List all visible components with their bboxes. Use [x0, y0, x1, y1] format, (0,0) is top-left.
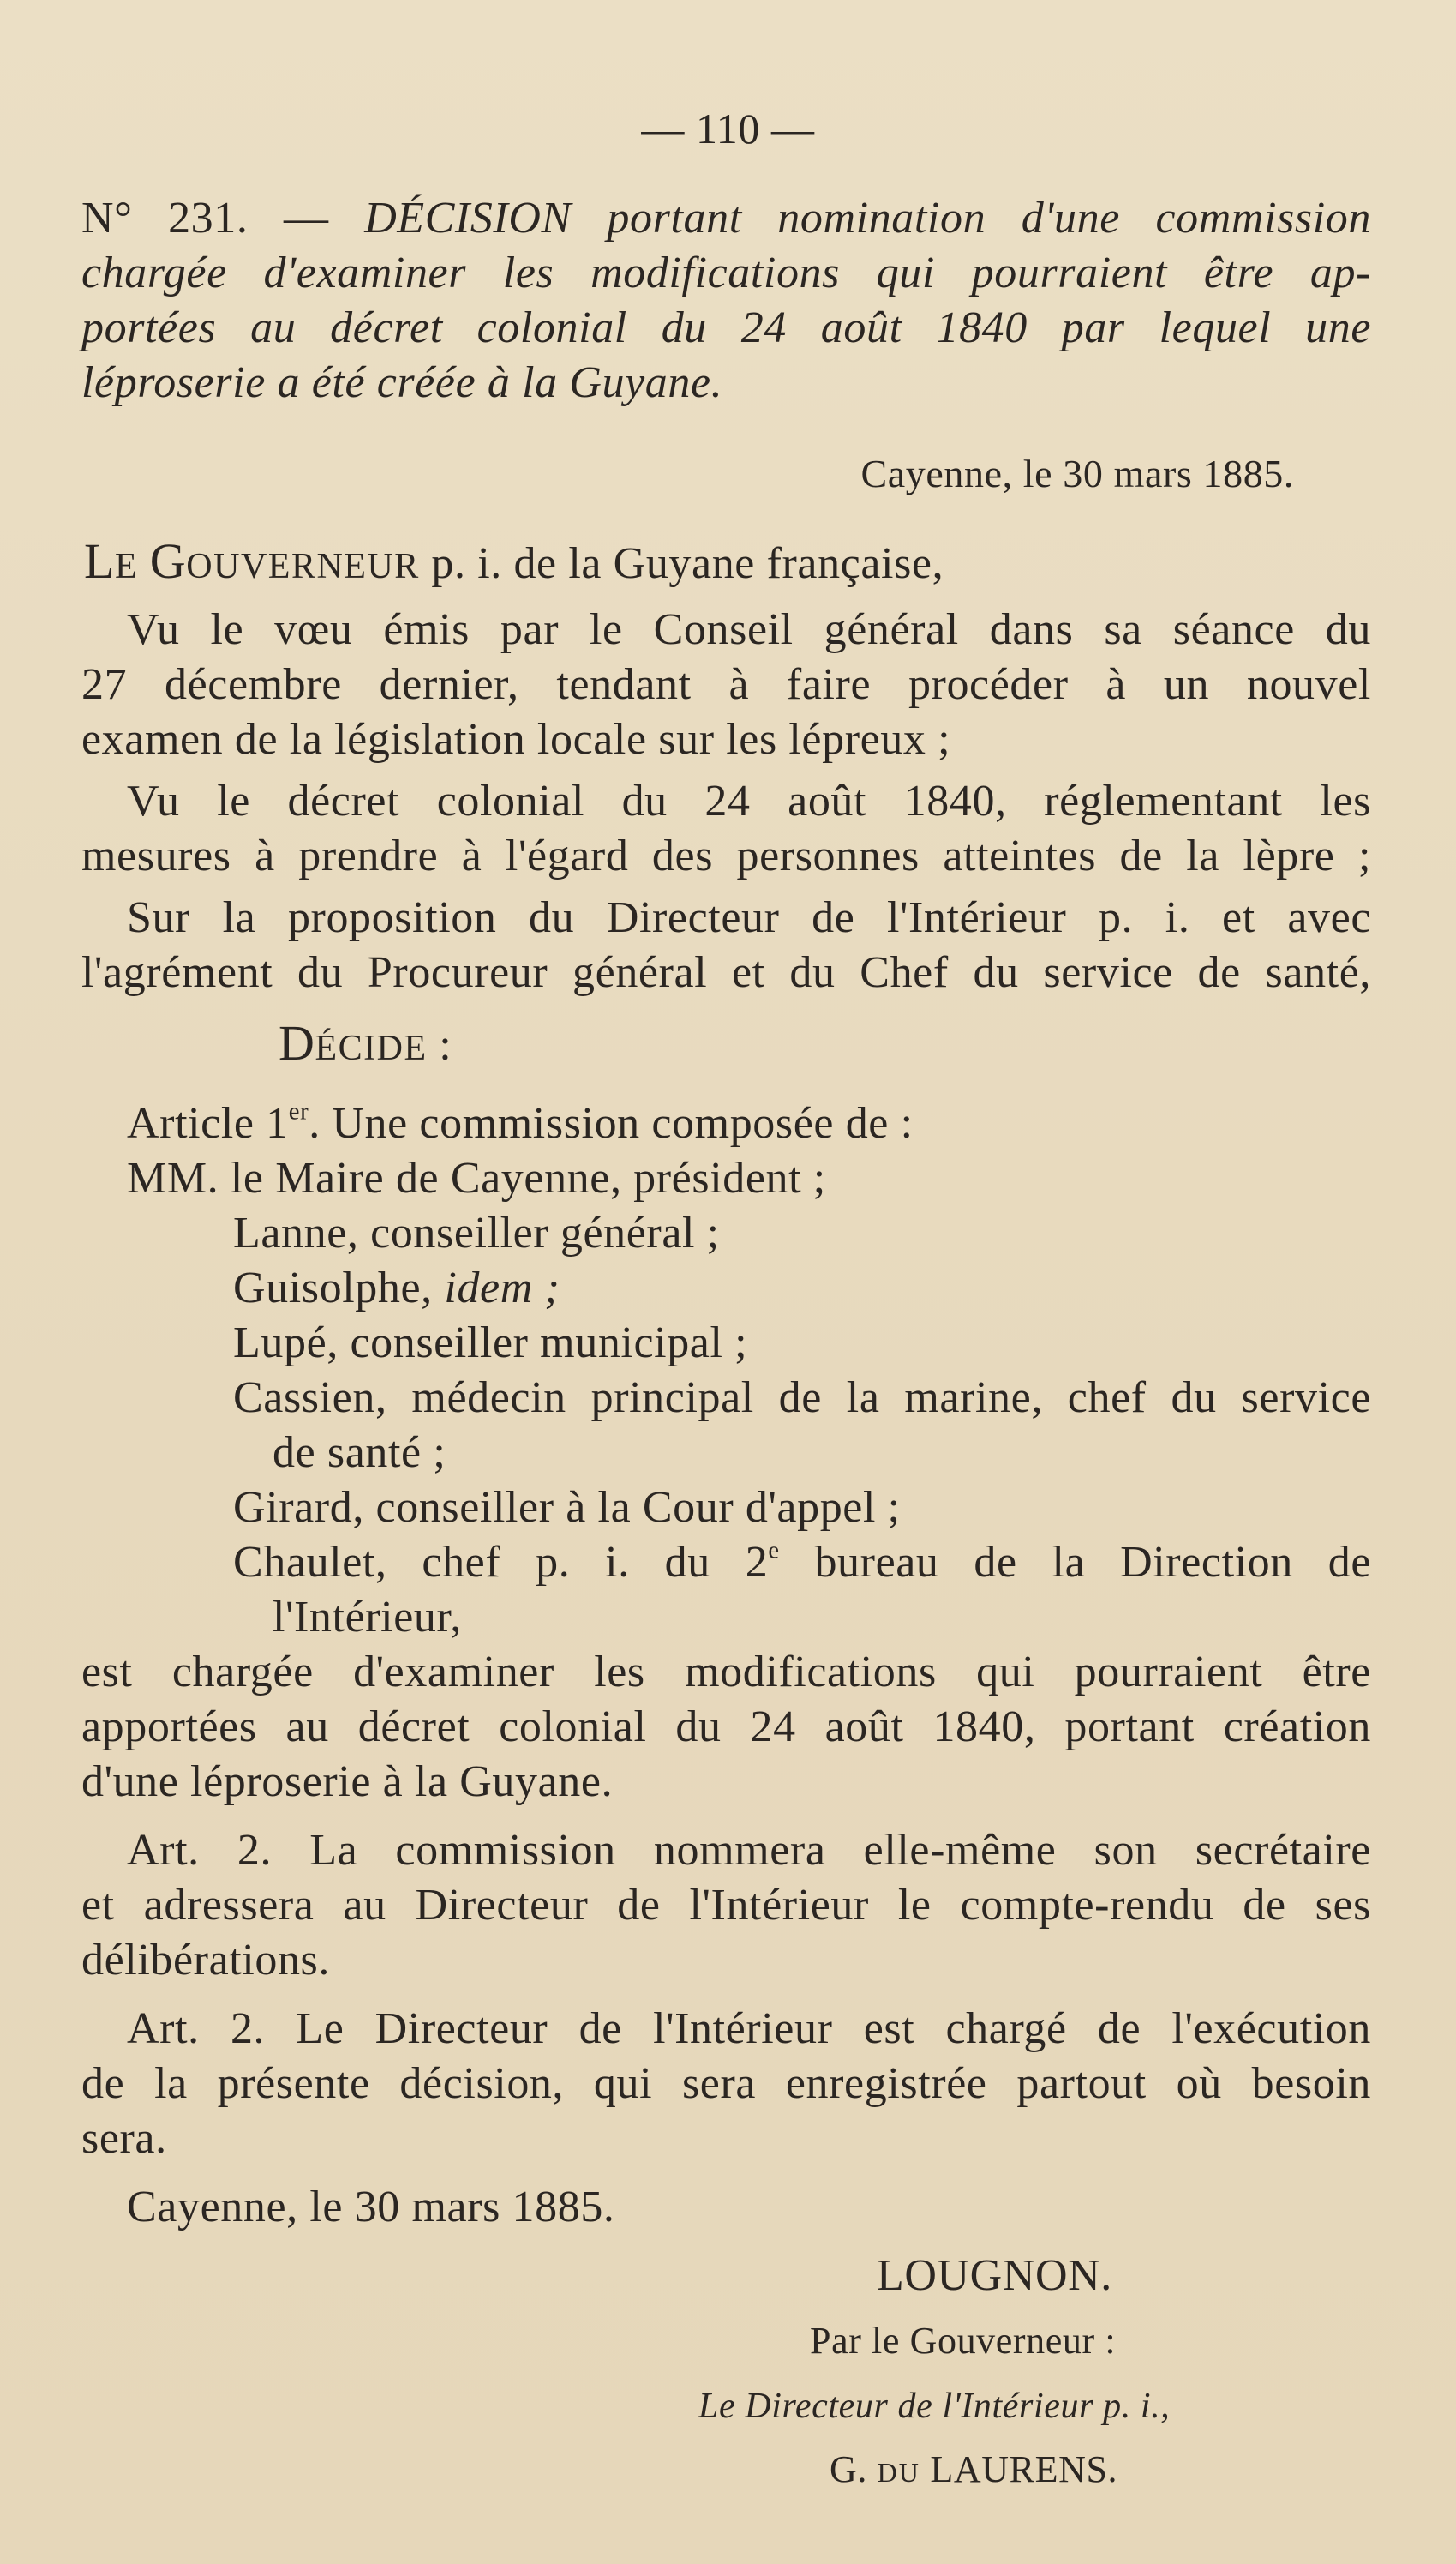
article-1-intro: Article 1er. Une commission composée de :: [127, 1098, 914, 1148]
heading-line-3: portées au décret colonial du 24 août 1840 par lequel une: [81, 303, 1371, 352]
member-line-3: Guisolphe, idem ;: [233, 1264, 560, 1312]
member-line-1: MM. le Maire de Cayenne, président ;: [127, 1154, 826, 1203]
member-line-4: Lupé, conseiller municipal ;: [233, 1318, 748, 1367]
member-line-9: l'Intérieur,: [273, 1593, 462, 1642]
member-line-2: Lanne, conseiller général ;: [233, 1209, 720, 1258]
member-line-7: Girard, conseiller à la Cour d'appel ;: [233, 1483, 901, 1532]
preamble-title: LE GOUVERNEUR p. i. de la Guyane française,: [84, 533, 944, 589]
vu1-line-3: examen de la législation locale sur les lépreux ;: [81, 715, 951, 764]
article-1-conclusion-1: est chargée d'examiner les modifications qui pourraient être: [81, 1648, 1371, 1696]
article-3-line-2: de la présente décision, qui sera enregistrée partout où besoin: [81, 2059, 1371, 2108]
closing-date: Cayenne, le 30 mars 1885.: [127, 2183, 615, 2231]
decision-title: DÉCISION: [364, 194, 572, 243]
article-2-line-1: Art. 2. La commission nommera elle-même son secrétaire: [127, 1826, 1371, 1875]
sur-line-2: l'agrément du Procureur général et du Chef du service de santé,: [81, 948, 1371, 997]
signature-director-name: G. DU LAURENS.: [830, 2448, 1118, 2490]
page-number: — 110 —: [641, 105, 815, 153]
signature-par: Par le Gouverneur :: [810, 2320, 1117, 2362]
sur-line-1: Sur la proposition du Directeur de l'Intérieur p. i. et avec: [127, 893, 1371, 942]
signature-name: LOUGNON.: [877, 2251, 1112, 2300]
heading-line-4: léproserie a été créée à la Guyane.: [81, 358, 723, 407]
signature-director-title: Le Directeur de l'Intérieur p. i.,: [698, 2387, 1171, 2426]
vu1-line-1: Vu le vœu émis par le Conseil général dans sa séance du: [127, 605, 1371, 654]
heading-line-1: N° 231. — DÉCISION portant nomination d'une commission: [81, 194, 1371, 243]
vu1-line-2: 27 décembre dernier, tendant à faire procéder à un nouvel: [81, 660, 1371, 709]
decide-heading: DÉCIDE :: [279, 1015, 452, 1071]
article-1-conclusion-3: d'une léproserie à la Guyane.: [81, 1757, 614, 1806]
article-3-line-3: sera.: [81, 2114, 167, 2163]
article-1-conclusion-2: apportées au décret colonial du 24 août 1840, portant création: [81, 1702, 1371, 1751]
member-line-6: de santé ;: [273, 1428, 446, 1477]
article-3-line-1: Art. 2. Le Directeur de l'Intérieur est chargé de l'exécution: [127, 2004, 1371, 2053]
decision-number: N° 231.: [81, 194, 249, 243]
article-2-line-3: délibérations.: [81, 1936, 330, 1985]
member-line-8: Chaulet, chef p. i. du 2e bureau de la Direction de: [233, 1537, 1371, 1587]
heading-line-2: chargée d'examiner les modifications qui pourraient être ap-: [81, 249, 1371, 297]
member-line-5: Cassien, médecin principal de la marine, chef du service: [233, 1373, 1371, 1422]
vu2-line-1: Vu le décret colonial du 24 août 1840, réglementant les: [127, 777, 1371, 826]
article-2-line-2: et adressera au Directeur de l'Intérieur le compte-rendu de ses: [81, 1881, 1371, 1930]
place-date: Cayenne, le 30 mars 1885.: [860, 452, 1294, 495]
vu2-line-2: mesures à prendre à l'égard des personnes atteintes de la lèpre ;: [81, 832, 1371, 880]
